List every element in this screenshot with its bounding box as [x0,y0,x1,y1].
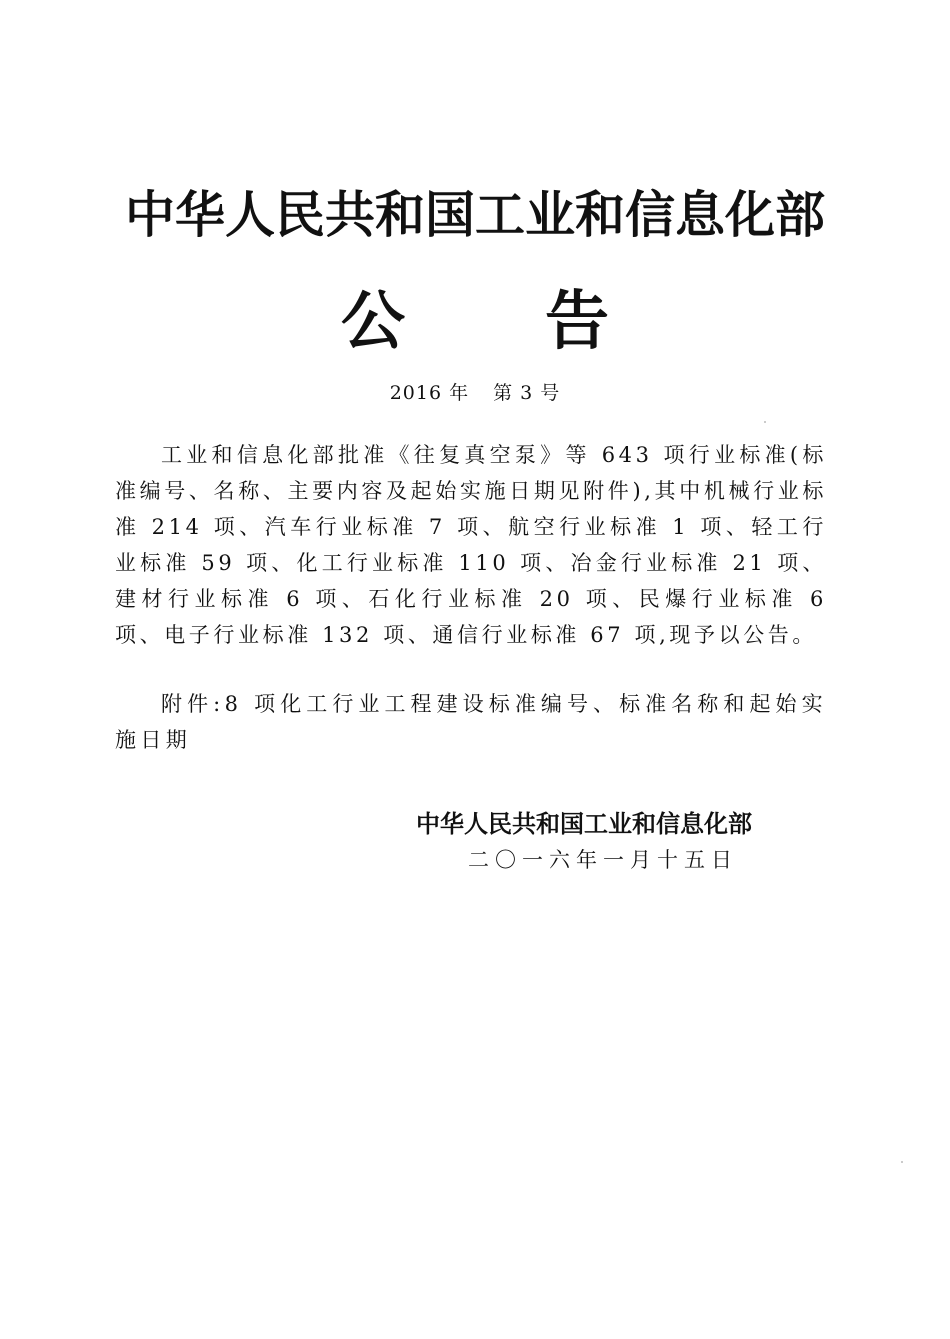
signer-name: 中华人民共和国工业和信息化部 [416,810,752,838]
signature-date: 二〇一六年一月十五日 [468,848,738,872]
issuer-heading: 中华人民共和国工业和信息化部 [125,186,825,244]
attachment-note: 附件:8 项化工行业工程建设标准编号、标准名称和起始实施日期 [115,692,827,752]
scan-speck [901,1161,903,1163]
document-year: 2016 年 [389,382,470,404]
document-issue-number: 第 3 号 [493,382,561,404]
title-char-2: 告 [545,285,609,359]
document-number [0,384,950,403]
body-paragraph: 工业和信息化部批准《往复真空泵》等 643 项行业标准(标准编号、名称、主要内容及起始实施日期见附件),其中机械行业标准 214 项、汽车行业标准 7 项、航空行业标准 1 项、轻工行业标准 59 项、化工行业标准 110 项、冶金行业标准 21 项、建材行业标准 6 项、石化行业标准 20 项、民爆行业标准 6 项、电子行业标准 132 项、通信行业标准 67 项,现予以公告。 [115,443,827,647]
title-char-1: 公 [341,285,405,359]
scan-speck [764,421,766,423]
document-title [0,285,950,359]
